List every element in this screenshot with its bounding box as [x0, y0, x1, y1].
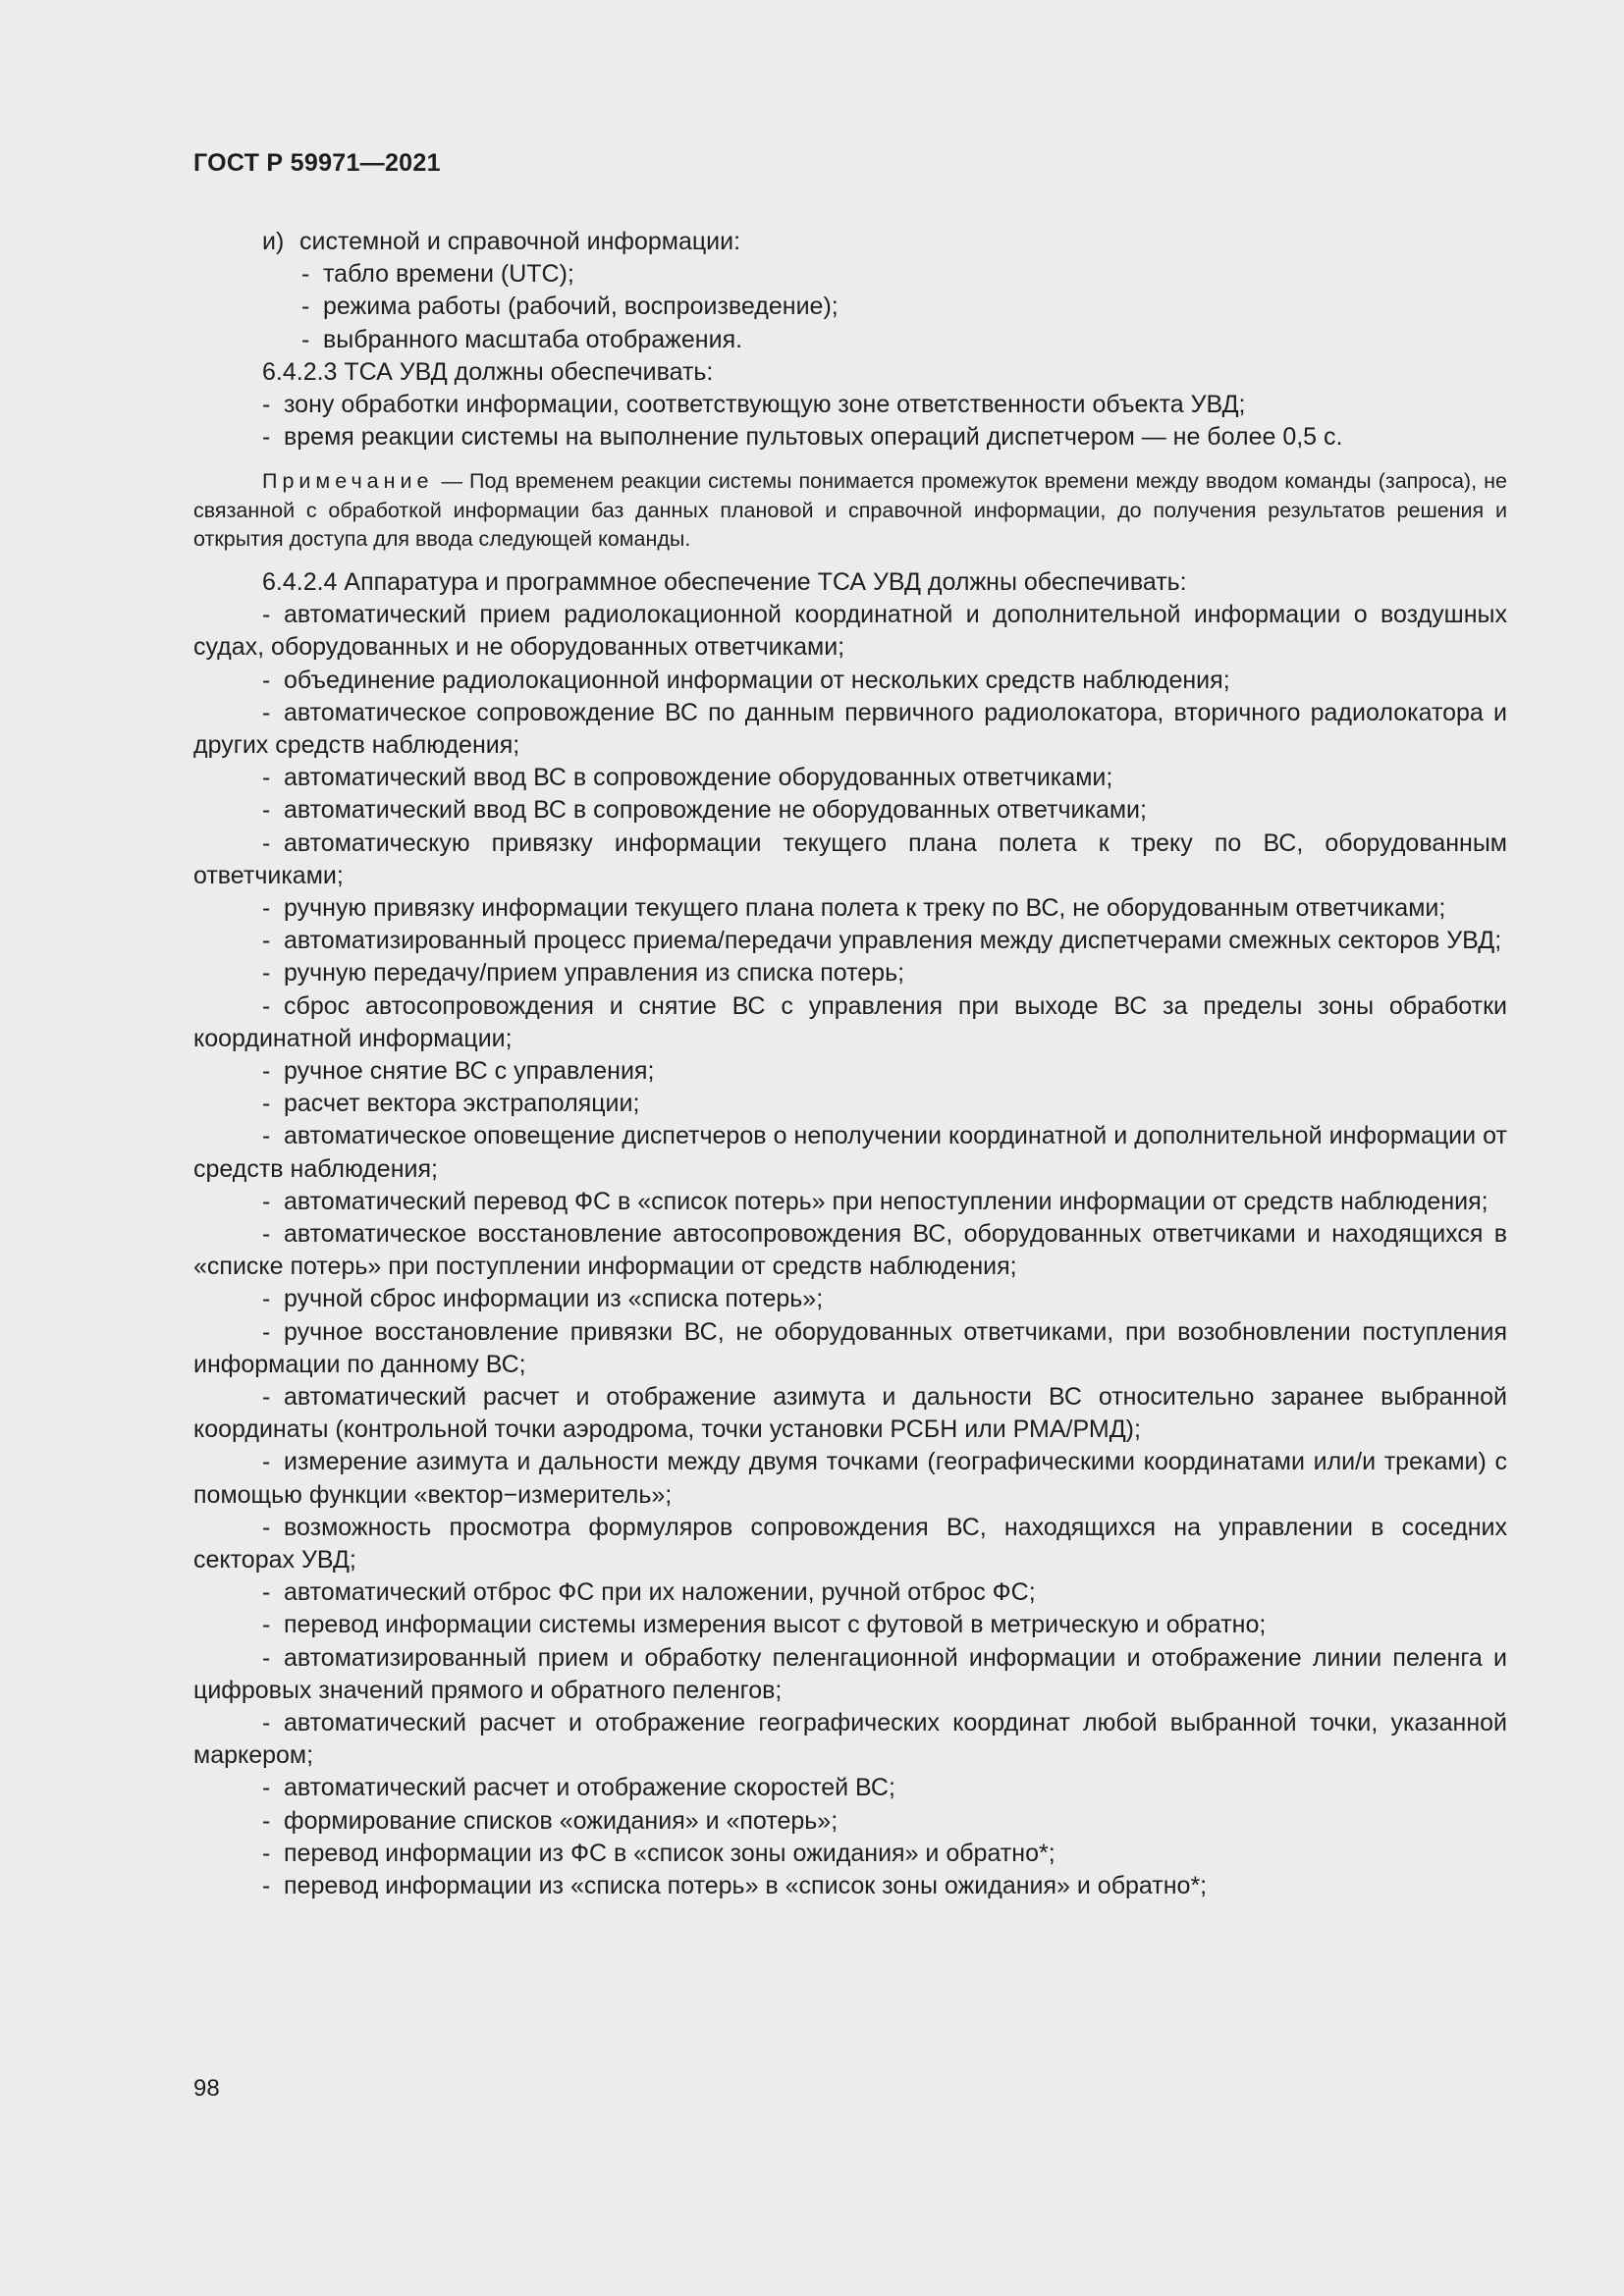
bullet-text: автоматический расчет и отображение азимута и дальности ВС относительно заранее выбранной координаты (контрольной точки аэродрома, точки установки РСБН или РМА/РМД);: [193, 1383, 1507, 1444]
dash-marker: -: [262, 893, 271, 922]
dash-marker: -: [262, 764, 271, 792]
dash-marker: -: [262, 391, 271, 419]
bullet-text: ручную передачу/прием управления из списка потерь;: [284, 959, 905, 988]
page-body: [193, 226, 1507, 1902]
bullet-list-6424: [193, 599, 1507, 1902]
bullet-text: автоматический расчет и отображение скоростей ВС;: [284, 1774, 895, 1802]
bullet-item: [193, 665, 1507, 697]
bullet-text: перевод информации из ФС в «список зоны ожидания» и обратно*;: [284, 1839, 1056, 1867]
bullet-item: [193, 1088, 1507, 1120]
document-header: ГОСТ Р 59971—2021: [193, 149, 441, 177]
bullet-item: [193, 1805, 1507, 1838]
bullet-text: автоматический расчет и отображение географических координат любой выбранной точки, указанной маркером;: [193, 1709, 1507, 1770]
bullet-text: автоматическое сопровождение ВС по данным первичного радиолокатора, вторичного радиолокатора и других средств наблюдения;: [193, 698, 1507, 759]
bullet-text: автоматическое оповещение диспетчеров о неполучении координатной и дополнительной информации от средств наблюдения;: [193, 1122, 1507, 1183]
bullet-text: возможность просмотра формуляров сопровождения ВС, находящихся на управлении в соседних секторах УВД;: [193, 1513, 1507, 1575]
bullet-text: ручное снятие ВС с управления;: [284, 1056, 655, 1085]
bullet-text: автоматизированный прием и обработку пеленгационной информации и отображение линии пеленга и цифровых значений прямого и обратного пеленгов;: [193, 1643, 1507, 1704]
bullet-item: [193, 1838, 1507, 1870]
dash-marker: -: [262, 601, 271, 629]
dash-marker: -: [262, 1709, 271, 1737]
bullet-item: [193, 1283, 1507, 1315]
bullet-text: автоматизированный процесс приема/передачи управления между диспетчерами смежных секторов УВД;: [284, 927, 1502, 955]
bullet-item: [193, 1642, 1507, 1707]
bullet-item: [193, 599, 1507, 664]
bullet-item: [193, 1870, 1507, 1902]
bullet-item: [193, 1381, 1507, 1446]
bullet-item: [193, 1707, 1507, 1772]
bullet-text: автоматическую привязку информации текущего плана полета к треку по ВС, оборудованным ответчиками;: [193, 828, 1507, 889]
dash-marker: -: [262, 927, 271, 955]
bullet-item: [193, 421, 1507, 454]
bullet-text: ручную привязку информации текущего плана полета к треку по ВС, не оборудованным ответчиками;: [284, 893, 1446, 922]
bullet-text: сброс автосопровождения и снятие ВС с управления при выходе ВС за пределы зоны обработки координатной информации;: [193, 991, 1507, 1052]
dash-marker: -: [262, 1285, 271, 1313]
bullet-item: [193, 762, 1507, 794]
bullet-text: зону обработки информации, соответствующую зоне ответственности объекта УВД;: [284, 391, 1246, 419]
bullet-text: формирование списков «ожидания» и «потерь»;: [284, 1806, 839, 1835]
dash-marker: -: [262, 423, 271, 452]
dash-marker: -: [262, 1383, 271, 1411]
bullet-text: автоматический ввод ВС в сопровождение оборудованных ответчиками;: [284, 764, 1113, 792]
dash-marker: -: [262, 1056, 271, 1085]
bullet-text: автоматический прием радиолокационной координатной и дополнительной информации о воздушных судах, оборудованных и не оборудованных ответчиками;: [193, 601, 1507, 662]
list-marker: и): [262, 228, 285, 255]
dash-marker: -: [262, 1187, 271, 1215]
dash-marker: -: [262, 1774, 271, 1802]
sub-item: [193, 291, 1507, 323]
sub-item-text: режима работы (рабочий, воспроизведение);: [323, 293, 839, 321]
bullet-item: [193, 990, 1507, 1055]
bullet-item: [193, 925, 1507, 957]
bullet-item: [193, 389, 1507, 421]
bullet-text: время реакции системы на выполнение пультовых операций диспетчером — не более 0,5 с.: [284, 423, 1343, 452]
bullet-text: автоматическое восстановление автосопровождения ВС, оборудованных ответчиками и находящихся в «списке потерь» при поступлении информации от средств наблюдения;: [193, 1219, 1507, 1281]
bullet-text: перевод информации из «списка потерь» в «список зоны ожидания» и обратно*;: [284, 1872, 1208, 1900]
sub-item-text: выбранного масштаба отображения.: [323, 325, 743, 353]
dash-marker: -: [262, 698, 271, 726]
bullet-text: ручной сброс информации из «списка потерь»;: [284, 1285, 824, 1313]
dash-marker: -: [262, 1872, 271, 1900]
dash-marker: -: [262, 1317, 271, 1346]
bullet-text: перевод информации системы измерения высот с футовой в метрическую и обратно;: [284, 1611, 1267, 1639]
note-label: Примечание: [262, 469, 434, 494]
dash-marker: -: [262, 1578, 271, 1607]
dash-marker: -: [301, 293, 310, 321]
bullet-text: измерение азимута и дальности между двумя точками (географическими координатами или/и треками) с помощью функции «вектор−измеритель»;: [193, 1448, 1507, 1509]
dash-marker: -: [262, 1643, 271, 1672]
dash-marker: -: [301, 260, 310, 289]
bullet-item: [193, 1055, 1507, 1088]
dash-marker: -: [262, 991, 271, 1020]
list-item-i: [193, 226, 1507, 258]
dash-marker: -: [262, 666, 271, 694]
dash-marker: -: [262, 1448, 271, 1476]
bullet-item: [193, 1316, 1507, 1381]
dash-marker: -: [262, 1839, 271, 1867]
dash-marker: -: [301, 325, 310, 353]
bullet-text: расчет вектора экстраполяции;: [284, 1090, 640, 1118]
page-number: 98: [193, 2075, 220, 2102]
dash-marker: -: [262, 1806, 271, 1835]
dash-marker: -: [262, 828, 271, 857]
bullet-item: [193, 794, 1507, 827]
sub-item-text: табло времени (UTC);: [323, 260, 574, 289]
bullet-item: [193, 1512, 1507, 1576]
dash-marker: -: [262, 1513, 271, 1541]
bullet-item: [193, 697, 1507, 762]
bullet-item: [193, 1576, 1507, 1609]
bullet-item: [193, 828, 1507, 892]
note-paragraph: [193, 467, 1507, 555]
dash-marker: -: [262, 1219, 271, 1248]
bullet-item: [193, 1609, 1507, 1641]
bullet-item: [193, 1186, 1507, 1218]
bullet-item: [193, 1772, 1507, 1804]
section-heading-6423: 6.4.2.3 ТСА УВД должны обеспечивать:: [262, 357, 714, 386]
bullet-text: автоматический ввод ВС в сопровождение не оборудованных ответчиками;: [284, 796, 1147, 825]
bullet-item: [193, 1446, 1507, 1511]
bullet-item: [193, 957, 1507, 989]
sub-item: [193, 258, 1507, 291]
bullet-text: автоматический отброс ФС при их наложении, ручной отброс ФС;: [284, 1578, 1036, 1607]
dash-marker: -: [262, 1611, 271, 1639]
bullet-item: [193, 1120, 1507, 1185]
bullet-text: автоматический перевод ФС в «список потерь» при непоступлении информации от средств наблюдения;: [284, 1187, 1489, 1215]
bullet-text: ручное восстановление привязки ВС, не оборудованных ответчиками, при возобновлении поступления информации по данному ВС;: [193, 1317, 1507, 1378]
dash-marker: -: [262, 796, 271, 825]
dash-marker: -: [262, 1090, 271, 1118]
bullet-item: [193, 892, 1507, 925]
note-text: — Под временем реакции системы понимается промежуток времени между вводом команды (запроса), не связанной с обработкой информации баз данных плановой и справочной информации, до получения результатов решения и открытия доступа для ввода следующей команды.: [193, 469, 1507, 552]
list-item-text: системной и справочной информации:: [299, 228, 741, 255]
sub-item: [193, 324, 1507, 356]
section-heading-6424: 6.4.2.4 Аппаратура и программное обеспечение ТСА УВД должны обеспечивать:: [262, 567, 1187, 596]
dash-marker: -: [262, 959, 271, 988]
bullet-text: объединение радиолокационной информации от нескольких средств наблюдения;: [284, 666, 1230, 694]
dash-marker: -: [262, 1122, 271, 1150]
bullet-item: [193, 1218, 1507, 1283]
